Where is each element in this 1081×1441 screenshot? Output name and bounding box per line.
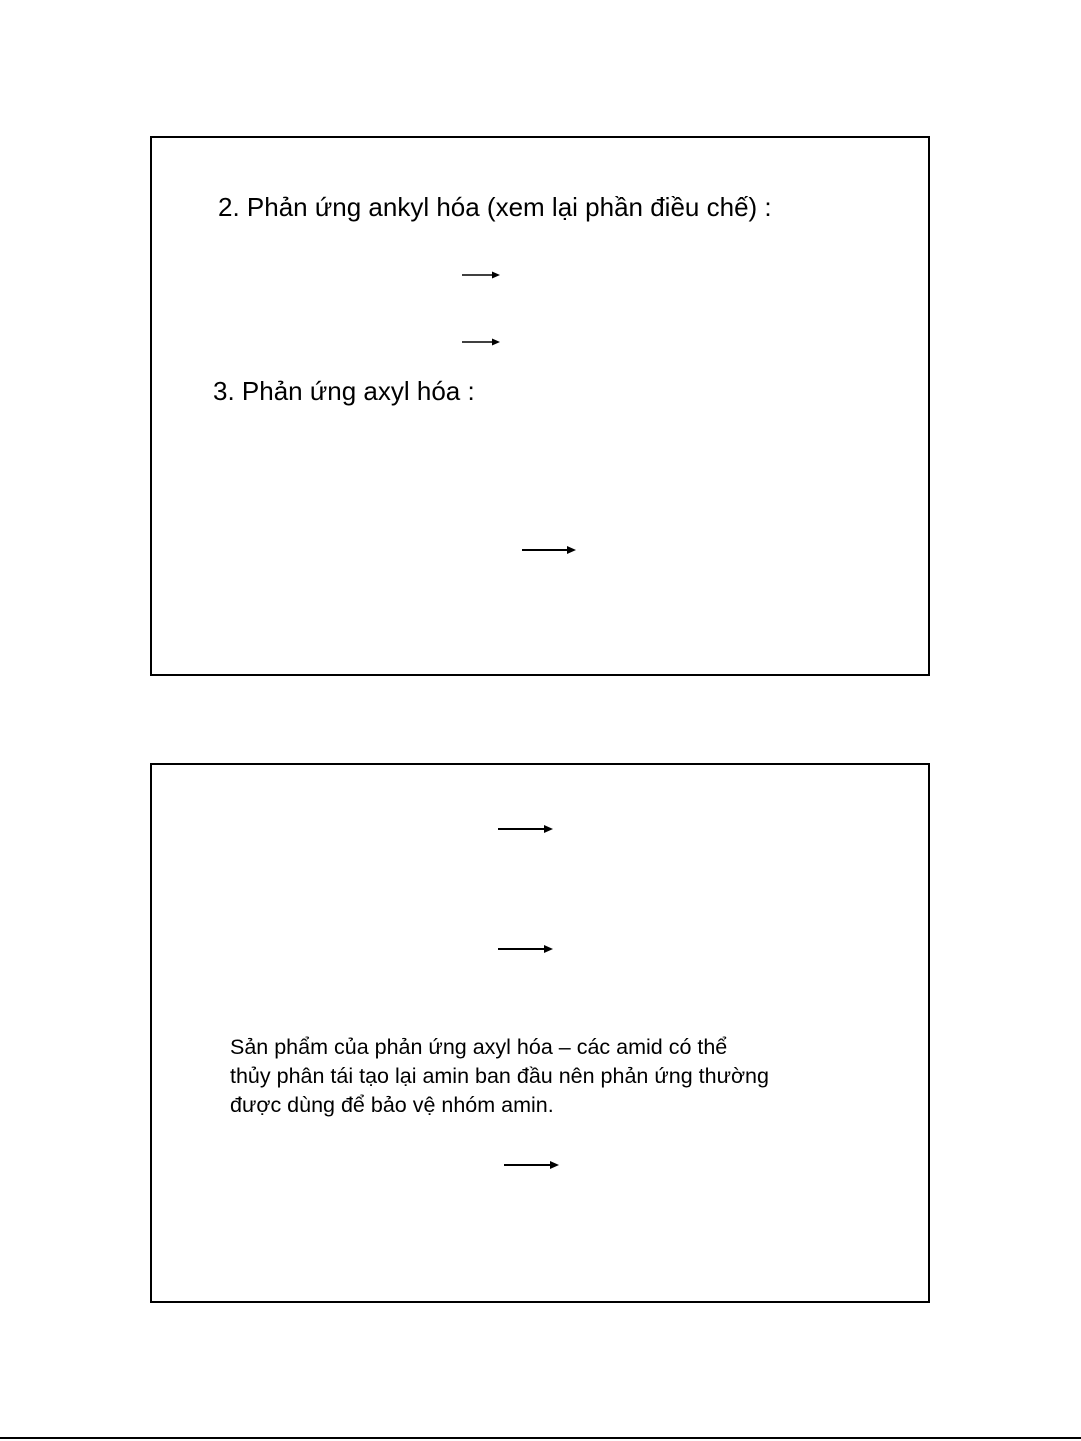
acylation-heading: 3. Phản ứng axyl hóa : bbox=[213, 376, 475, 406]
alkylation-heading: 2. Phản ứng ankyl hóa (xem lại phần điều chế) : bbox=[218, 192, 772, 222]
paragraph-line: Sản phẩm của phản ứng axyl hóa – các amid có thể bbox=[230, 1035, 728, 1059]
reaction-arrow-icon bbox=[498, 824, 553, 834]
reaction-arrow-icon bbox=[504, 1160, 559, 1170]
reaction-arrow-icon bbox=[498, 944, 553, 954]
slide-1 bbox=[150, 136, 930, 676]
acylation-note-paragraph bbox=[230, 1033, 870, 1120]
page-bottom-rule bbox=[0, 1437, 1081, 1439]
reaction-arrow-icon bbox=[462, 337, 500, 347]
slide-2 bbox=[150, 763, 930, 1303]
paragraph-line: thủy phân tái tạo lại amin ban đầu nên phản ứng thường bbox=[230, 1064, 769, 1088]
reaction-arrow-icon bbox=[522, 545, 576, 555]
paragraph-line: được dùng để bảo vệ nhóm amin. bbox=[230, 1093, 554, 1117]
reaction-arrow-icon bbox=[462, 270, 500, 280]
